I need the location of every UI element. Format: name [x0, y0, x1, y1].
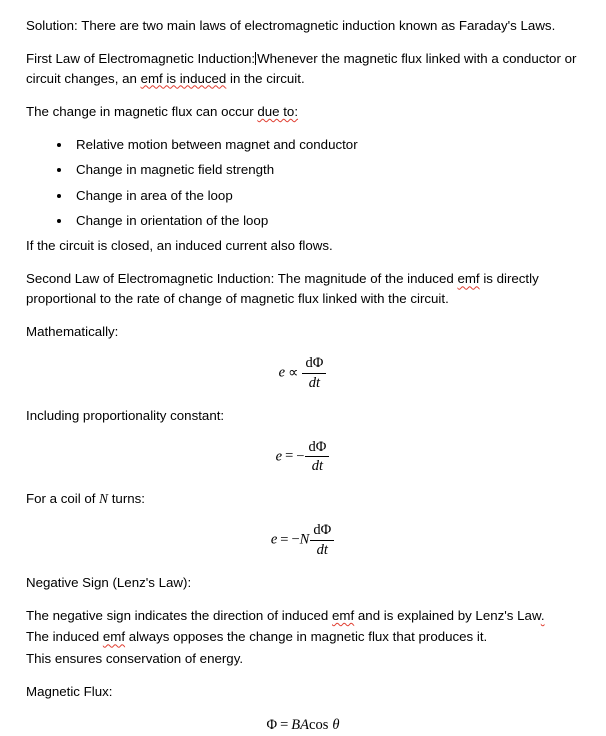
- formula-flux-function: cos: [309, 717, 329, 734]
- coil-label-n: N: [99, 491, 109, 507]
- first-law-part2: in the circuit.: [226, 70, 305, 86]
- formula-equals: [26, 439, 580, 475]
- formula-proportional-numerator: dΦ: [302, 355, 326, 374]
- formula-coil: [26, 522, 580, 558]
- formula-flux-angle: θ: [332, 717, 340, 734]
- formula-flux-lhs: Φ: [266, 717, 278, 734]
- formula-coil-numerator: dΦ: [310, 522, 334, 541]
- magnetic-flux-label: Magnetic Flux:: [26, 683, 113, 699]
- negative-explain-paragraph: [26, 606, 580, 625]
- first-law-paragraph: [26, 49, 580, 88]
- mathematically-label: Mathematically:: [26, 323, 119, 339]
- formula-coil-factor: N: [299, 531, 310, 548]
- list-item: • Change in area of the loop: [72, 186, 580, 205]
- formula-proportional-lhs: e: [278, 364, 286, 381]
- formula-coil-fraction: [310, 522, 334, 558]
- formula-coil-denominator: dt: [316, 542, 328, 559]
- negative-sign-label: Negative Sign (Lenz's Law):: [26, 574, 192, 590]
- formula-coil-lhs: e: [270, 531, 278, 548]
- first-law-label: First Law of Electromagnetic Induction:: [26, 51, 256, 67]
- second-law-part2: is directly proportional to the rate of change of magnetic flux linked with the circuit.: [26, 271, 539, 306]
- list-item: • Change in magnetic field strength: [72, 160, 580, 179]
- second-law-paragraph: [26, 269, 580, 308]
- list-item: • Change in orientation of the loop: [72, 211, 580, 230]
- opposes-part2: always opposes the change in magnetic flux that produces it.: [125, 629, 488, 645]
- flux-change-part1: The change in magnetic flux can occur: [26, 103, 258, 119]
- negative-explain-part2: and is explained by Lenz's Law: [354, 608, 541, 624]
- formula-equals-operator: =: [285, 448, 294, 465]
- flux-change-paragraph: [26, 102, 580, 121]
- opposes-paragraph: [26, 627, 580, 646]
- text-caret: [255, 52, 256, 65]
- formula-equals-sign: −: [296, 448, 305, 465]
- formula-equals-lhs: e: [275, 448, 283, 465]
- formula-equals-denominator: dt: [311, 458, 324, 475]
- negative-explain-spellcheck-word: emf: [332, 608, 355, 624]
- formula-equals-fraction: [305, 439, 329, 475]
- coil-label-part1: For a coil of: [26, 491, 100, 507]
- formula-proportional-denominator: dt: [308, 374, 321, 391]
- formula-equals-numerator: dΦ: [305, 439, 329, 458]
- flux-change-bullet-list: [26, 135, 580, 230]
- first-law-spellcheck-phrase: emf is induced: [140, 70, 227, 86]
- second-law-spellcheck-word: emf: [457, 271, 480, 287]
- second-law-part1: Second Law of Electromagnetic Induction: The magnitude of the induced: [26, 271, 458, 287]
- formula-coil-sign: −: [291, 531, 300, 548]
- closed-circuit-paragraph: If the circuit is closed, an induced current also flows.: [26, 238, 333, 254]
- formula-proportional-operator: ∝: [288, 364, 299, 381]
- formula-proportional-fraction: [302, 355, 326, 391]
- list-item: • Relative motion between magnet and conductor: [72, 135, 580, 154]
- formula-flux: [26, 715, 580, 736]
- flux-change-spellcheck-phrase: due to:: [257, 103, 299, 119]
- negative-explain-part1: The negative sign indicates the direction of induced: [26, 608, 333, 624]
- coil-label: [26, 489, 580, 508]
- first-law-part1: Whenever the magnetic flux linked with a conductor or circuit changes, an: [26, 51, 577, 86]
- negative-explain-spellcheck-period: .: [540, 608, 545, 624]
- formula-flux-operator: =: [280, 717, 289, 734]
- including-constant-label: Including proportionality constant:: [26, 407, 225, 423]
- formula-proportional: [26, 355, 580, 391]
- intro-paragraph: Solution: There are two main laws of electromagnetic induction known as Faraday's Laws.: [26, 18, 556, 33]
- opposes-spellcheck-word: emf: [102, 629, 126, 645]
- formula-coil-operator: =: [280, 531, 289, 548]
- coil-label-part2: turns:: [108, 491, 145, 507]
- opposes-part1: The induced: [26, 629, 103, 645]
- formula-flux-rhs: BA: [291, 717, 310, 734]
- conservation-paragraph: This ensures conservation of energy.: [26, 650, 244, 666]
